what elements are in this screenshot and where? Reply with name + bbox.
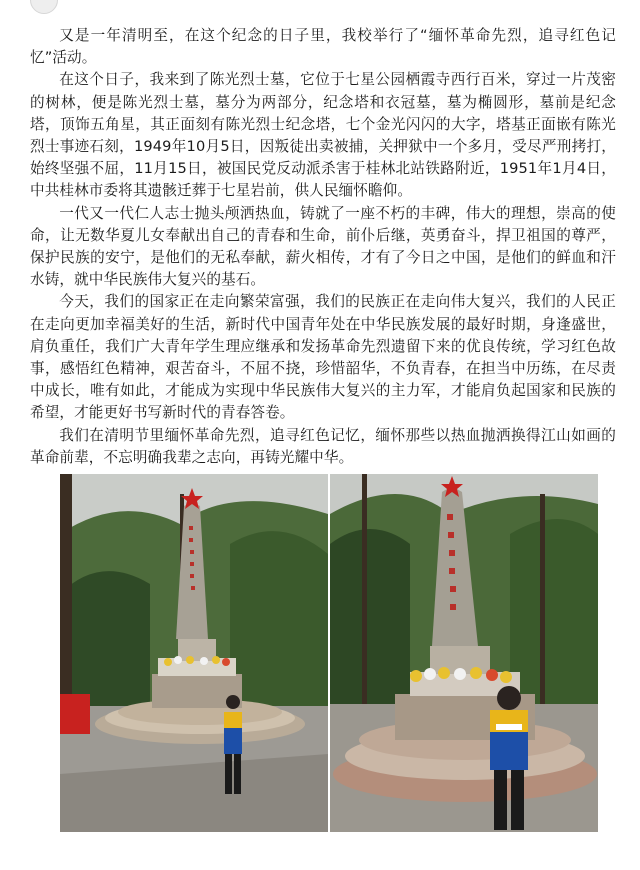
paragraph-martyrs: 一代又一代仁人志士抛头颅洒热血，铸就了一座不朽的丰碑，伟大的理想，崇高的使命，让无数华夏儿女奉献出自己的青春和生命，前仆后继，英勇奋斗，捍卫祖国的尊严，保护民族的安宁，是他们的无私奉献，薪火相传，才有了今日之中国，是他们的鲜血和汗水铸，就中华民族伟大复兴的基石。 xyxy=(30,204,616,289)
paragraph-intro: 又是一年清明至，在这个纪念的日子里，我校举行了“缅怀革命先烈，追寻红色记忆”活动。 xyxy=(30,27,616,67)
paragraph-youth: 今天，我们的国家正在走向繁荣富强，我们的民族正在走向伟大复兴，我们的人民正在走向更加幸福美好的生活，新时代中国青年处在中华民族发展的最好时期，身逢盛世，肩负重任，我们广大青年学生理应继承和发扬革命先烈遗留下来的优良传统，学习红色故事，感悟红色精神，艰苦奋斗，不屈不挠，珍惜韶华，不负青春，在担当中历练，在尽责中成长，唯有如此，才能成为实现中华民族伟大复兴的主力军，才能肩负起国家和民族的希望，才能更好书写新时代的青春答卷。 xyxy=(30,293,616,422)
photo-row xyxy=(60,474,598,832)
photo-monument-right xyxy=(330,474,598,832)
paragraph-tomb-description: 在这个日子，我来到了陈光烈士墓，它位于七星公园栖霞寺西行百米，穿过一片茂密的树林，便是陈光烈士墓，墓分为两部分，纪念塔和衣冠墓，墓为椭圆形，墓前是纪念塔，顶饰五角星，其正面刻有陈光烈士纪念塔，七个金光闪闪的大字，塔基正面嵌有陈光烈士事迹石刻，1949年10月5日，因叛徒出卖被捕，关押狱中一个多月，受尽严刑拷打，始终坚强不屈，11月15日，被国民党反动派杀害于桂林北站铁路附近，1951年1月4日，中共桂林市委将其遗骸迁葬于七星岩前，供人民缅怀瞻仰。 xyxy=(30,71,616,200)
top-corner-button[interactable] xyxy=(30,0,58,14)
paragraph-closing: 我们在清明节里缅怀革命先烈，追寻红色记忆，缅怀那些以热血抛洒换得江山如画的革命前辈，不忘明确我辈之志向，再铸光耀中华。 xyxy=(30,426,616,466)
photo-monument-left xyxy=(60,474,328,832)
photo-monument-left-image xyxy=(60,474,328,832)
article-body xyxy=(30,25,616,469)
photo-monument-right-image xyxy=(330,474,598,832)
